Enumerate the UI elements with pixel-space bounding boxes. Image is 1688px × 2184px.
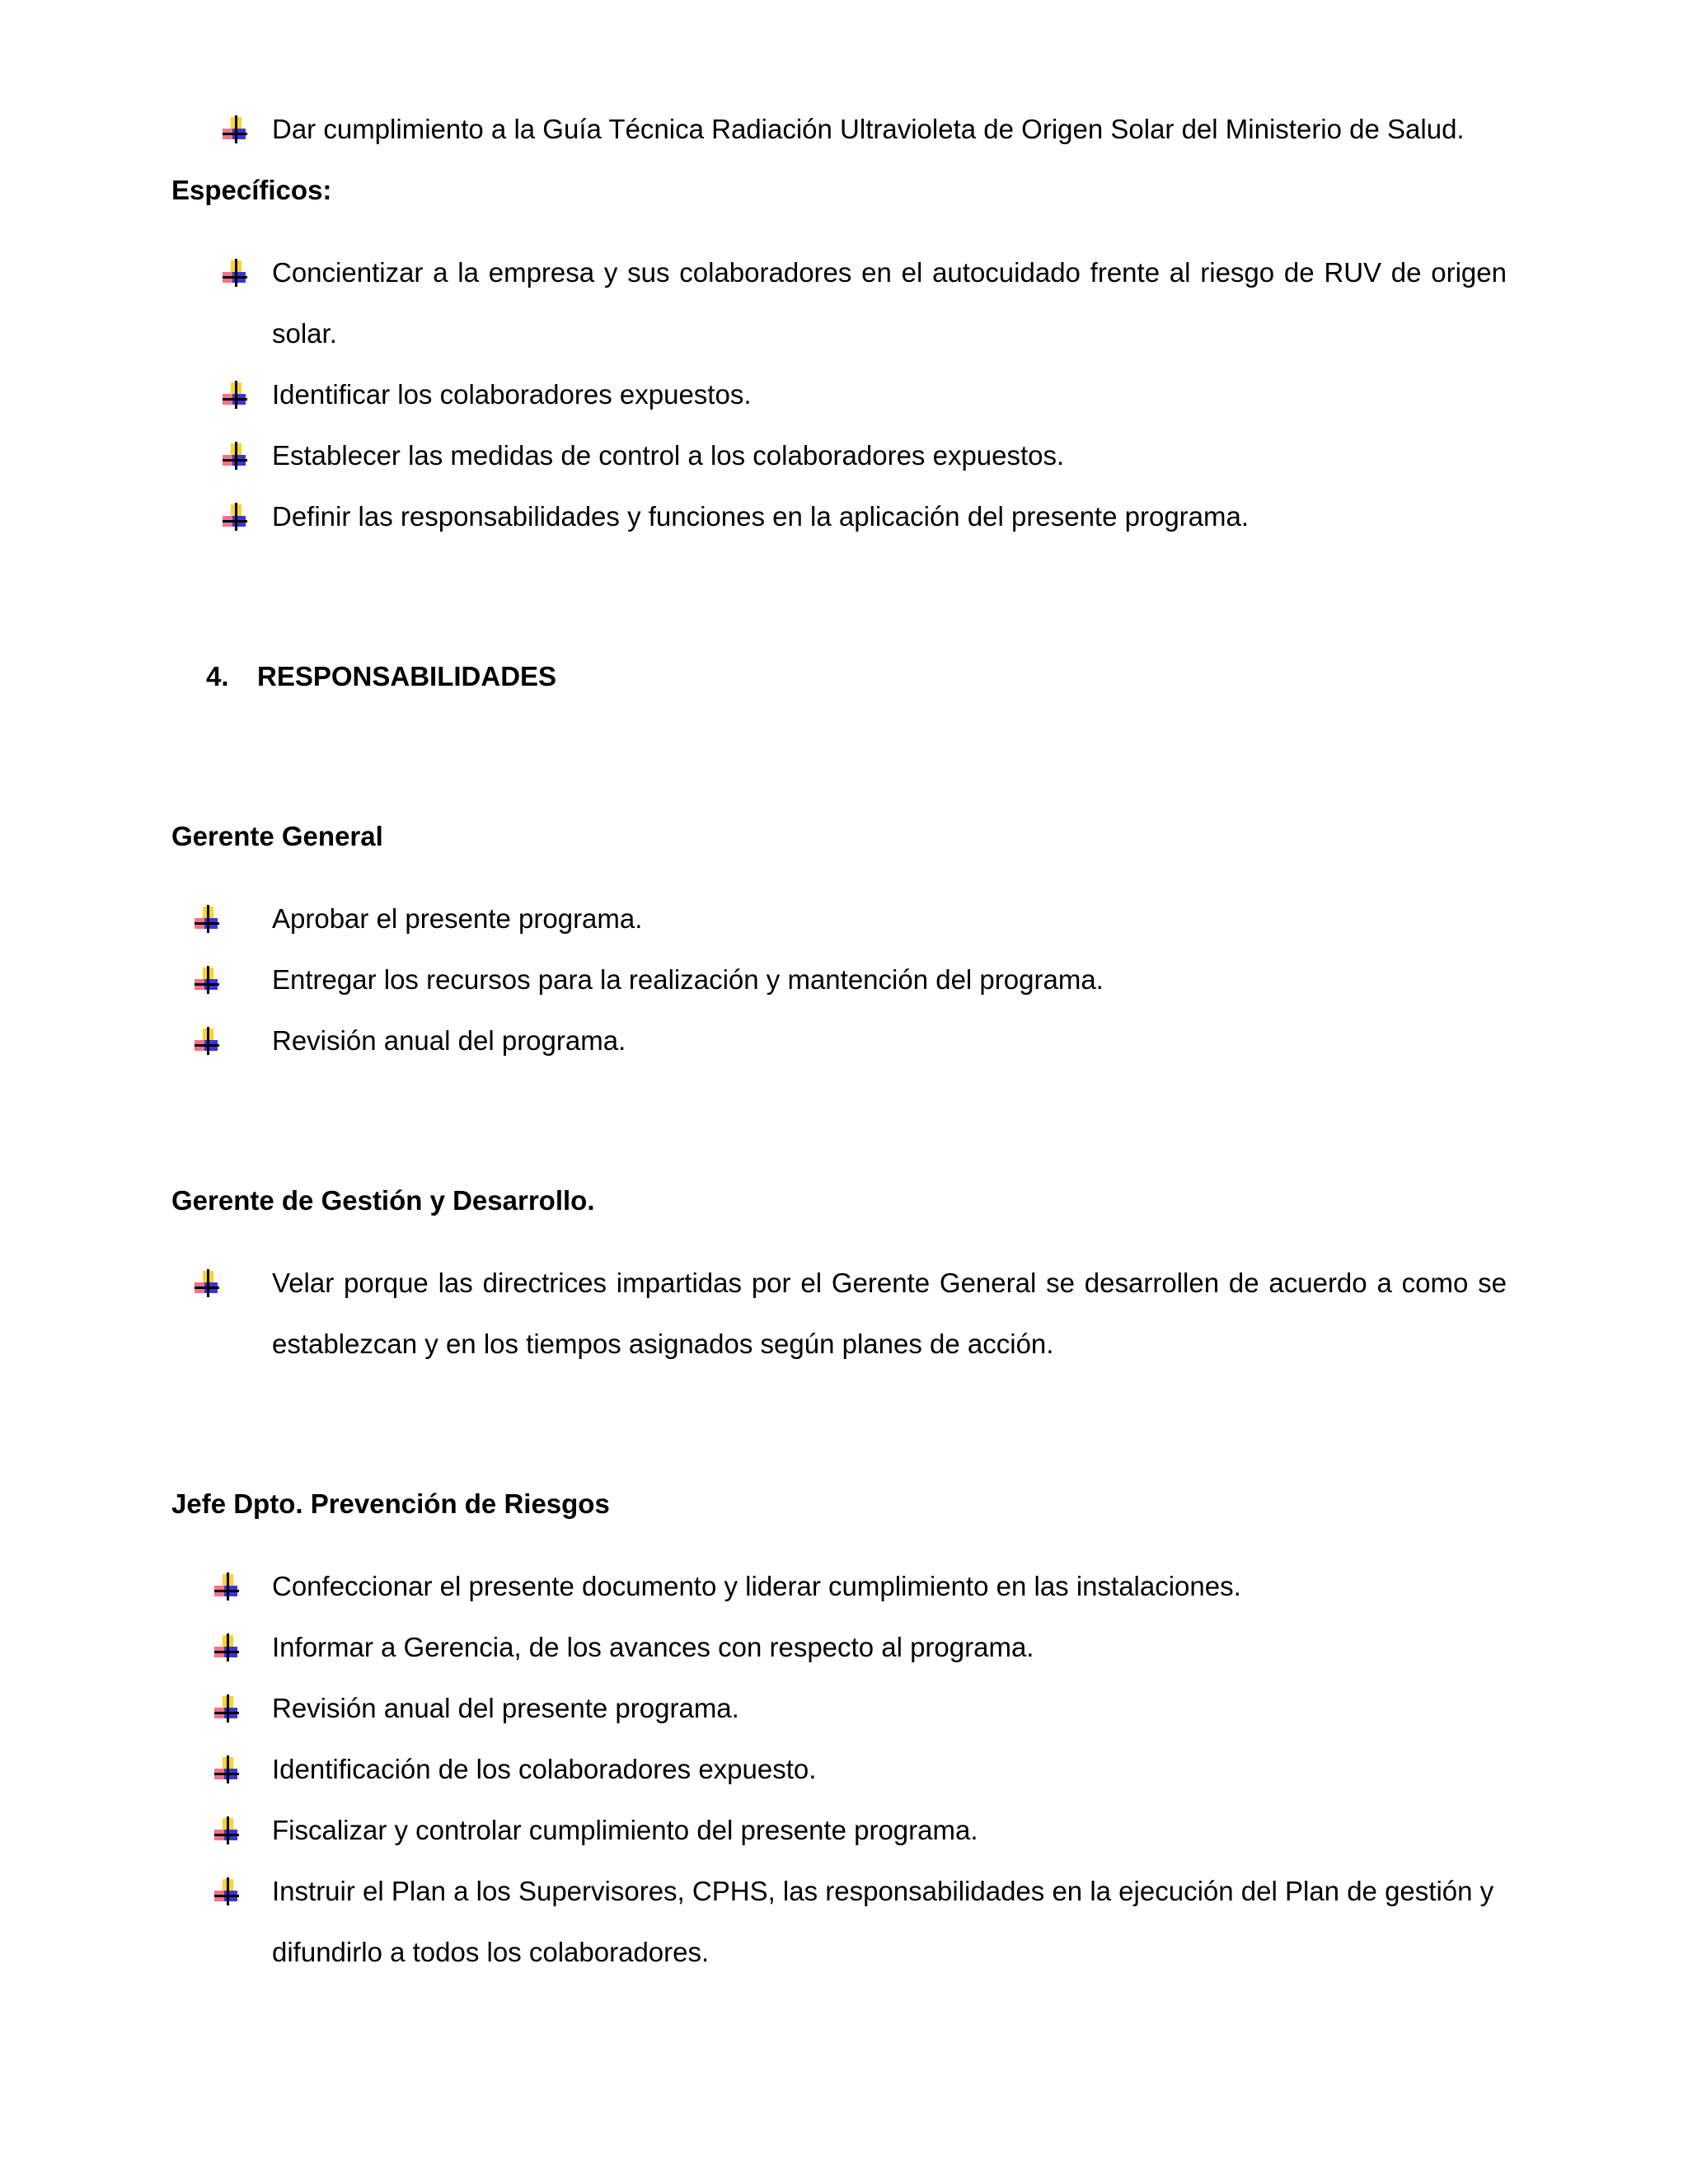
spacer bbox=[171, 1231, 1507, 1253]
duties-list-gerente-general bbox=[171, 888, 1507, 1071]
list-item-label: Entregar los recursos para la realización y mantención del programa. bbox=[272, 964, 1104, 995]
list-item bbox=[171, 949, 1507, 1010]
list-item bbox=[171, 1253, 1507, 1375]
list-item bbox=[171, 1861, 1507, 1983]
spacer bbox=[171, 1535, 1507, 1556]
multicolor-plus-bullet-icon bbox=[213, 1816, 241, 1844]
list-item bbox=[171, 1800, 1507, 1861]
list-item-label: Identificar los colaboradores expuestos. bbox=[272, 379, 752, 410]
list-item-label: Revisión anual del programa. bbox=[272, 1025, 626, 1056]
duties-list-gerente-gestion-desarrollo bbox=[171, 1253, 1507, 1375]
multicolor-plus-bullet-icon bbox=[193, 1027, 221, 1055]
list-item-label: Fiscalizar y controlar cumplimiento del presente programa. bbox=[272, 1815, 978, 1845]
multicolor-plus-bullet-icon bbox=[193, 966, 221, 994]
list-item bbox=[171, 99, 1507, 160]
top-spacer bbox=[171, 0, 1507, 99]
list-item-label: Revisión anual del presente programa. bbox=[272, 1693, 739, 1723]
multicolor-plus-bullet-icon bbox=[221, 115, 249, 143]
multicolor-plus-bullet-icon bbox=[221, 503, 249, 531]
list-item bbox=[171, 1739, 1507, 1800]
document-content bbox=[171, 0, 1507, 1983]
role-heading-gerente-gestion-desarrollo: Gerente de Gestión y Desarrollo. bbox=[171, 1185, 595, 1216]
list-item bbox=[171, 486, 1507, 547]
spacer bbox=[171, 707, 1507, 806]
spacer bbox=[171, 1375, 1507, 1474]
list-item bbox=[171, 888, 1507, 949]
list-item-label: Aprobar el presente programa. bbox=[272, 903, 643, 934]
list-item bbox=[171, 242, 1507, 364]
multicolor-plus-bullet-icon bbox=[221, 259, 249, 287]
especificos-list bbox=[171, 242, 1507, 547]
role-heading-gerente-general: Gerente General bbox=[171, 821, 383, 851]
duties-list-jefe-dpto-prevencion bbox=[171, 1556, 1507, 1983]
list-item-label: Informar a Gerencia, de los avances con respecto al programa. bbox=[272, 1632, 1034, 1662]
list-item bbox=[171, 1556, 1507, 1617]
multicolor-plus-bullet-icon bbox=[193, 905, 221, 933]
list-item-label: Concientizar a la empresa y sus colaboradores en el autocuidado frente al riesgo de RUV de origen solar. bbox=[272, 257, 1507, 349]
spacer bbox=[171, 867, 1507, 888]
list-item-label: Confeccionar el presente documento y liderar cumplimiento en las instalaciones. bbox=[272, 1571, 1241, 1601]
list-item bbox=[171, 364, 1507, 425]
role-heading-jefe-dpto-prevencion: Jefe Dpto. Prevención de Riesgos bbox=[171, 1488, 610, 1519]
multicolor-plus-bullet-icon bbox=[213, 1572, 241, 1601]
especificos-heading: Específicos: bbox=[171, 175, 332, 205]
spacer bbox=[171, 221, 1507, 242]
multicolor-plus-bullet-icon bbox=[213, 1755, 241, 1783]
multicolor-plus-bullet-icon bbox=[213, 1694, 241, 1722]
list-item-label: Instruir el Plan a los Supervisores, CPHS, las responsabilidades en la ejecución del Plan de gestión y difundirlo a todos los colaboradores. bbox=[272, 1876, 1494, 1967]
objetivos-generales-list bbox=[171, 99, 1507, 160]
list-item-label: Definir las responsabilidades y funciones en la aplicación del presente programa. bbox=[272, 501, 1250, 532]
list-item bbox=[171, 1617, 1507, 1678]
spacer bbox=[171, 547, 1507, 646]
section-title-responsabilidades bbox=[171, 646, 1507, 707]
list-item-label: Velar porque las directrices impartidas por el Gerente General se desarrollen de acuerdo a como se establezcan y en los tiempos asignados según planes de acción. bbox=[272, 1268, 1507, 1359]
section-title-label: RESPONSABILIDADES bbox=[257, 661, 557, 691]
multicolor-plus-bullet-icon bbox=[221, 442, 249, 470]
section-number: 4. bbox=[206, 661, 229, 691]
multicolor-plus-bullet-icon bbox=[213, 1633, 241, 1661]
multicolor-plus-bullet-icon bbox=[193, 1269, 221, 1297]
list-item-label: Dar cumplimiento a la Guía Técnica Radiación Ultravioleta de Origen Solar del Ministerio de Salud. bbox=[272, 114, 1465, 144]
list-item-label: Establecer las medidas de control a los colaboradores expuestos. bbox=[272, 440, 1065, 471]
list-item bbox=[171, 425, 1507, 486]
list-item bbox=[171, 1678, 1507, 1739]
multicolor-plus-bullet-icon bbox=[213, 1877, 241, 1905]
spacer bbox=[171, 1071, 1507, 1170]
list-item bbox=[171, 1010, 1507, 1071]
list-item-label: Identificación de los colaboradores expuesto. bbox=[272, 1754, 817, 1784]
multicolor-plus-bullet-icon bbox=[221, 381, 249, 409]
